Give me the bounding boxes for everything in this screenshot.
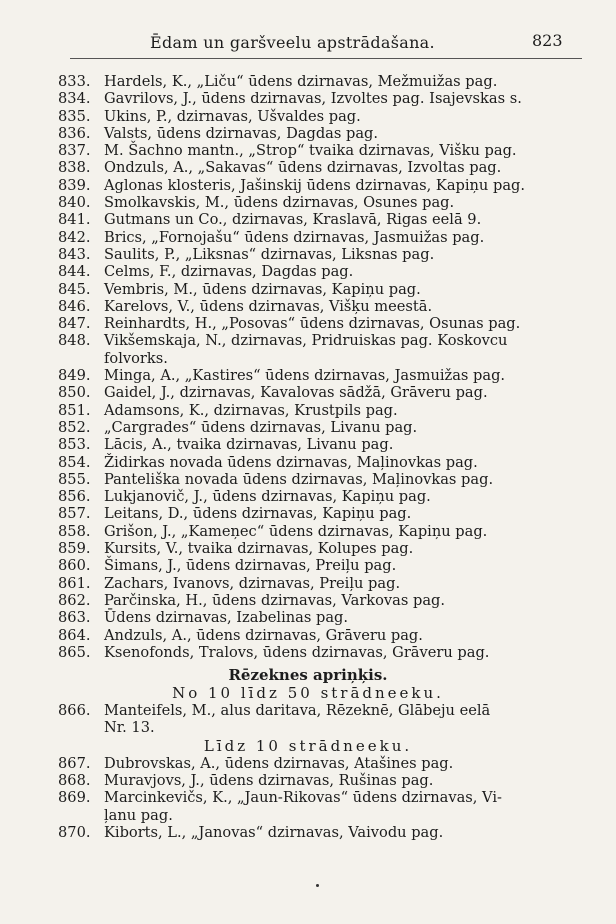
entry-number: 857. [58,505,91,523]
list-item [0,772,616,789]
list-item [0,125,616,142]
list-item [0,211,616,228]
entry-text: Celms, F., dzirnavas, Dagdas pag. [104,263,354,281]
entry-text: Marcinkevičs, K., „Jaun-Rikovas“ ūdens dzirnavas, Vi- [104,789,502,807]
entry-number: 866. [58,702,91,720]
list-item [0,90,616,107]
entry-number: 851. [58,401,91,419]
entry-text: Lukjanovič, J., ūdens dzirnavas, Kapiņu pag. [104,488,431,506]
entry-text: Vikšemskaja, N., dzirnavas, Pridruiskas pag. Koskovcu [104,332,508,350]
entry-number: 842. [58,228,91,246]
entry-number: 867. [58,754,91,772]
entry-text: Židirkas novada ūdens dzirnavas, Maļinovkas pag. [104,453,478,471]
entry-text: Ksenofonds, Tralovs, ūdens dzirnavas, Grāveru pag. [104,643,490,661]
entry-text: Ukins, P., dzirnavas, Ušvaldes pag. [104,107,361,125]
entry-text: Leitans, D., ūdens dzirnavas, Kapiņu pag. [104,505,412,523]
entry-text: „Cargrades“ ūdens dzirnavas, Livanu pag. [104,418,418,436]
entry-number: 840. [58,194,91,212]
list-item [0,471,616,488]
list-item [0,702,616,719]
entry-list [0,73,616,841]
entry-number: 868. [58,771,91,789]
list-item [0,350,616,367]
entry-text: Ūdens dzirnavas, Izabelinas pag. [104,609,349,627]
entry-text: Gaidel, J., dzirnavas, Kavalovas sādžā, Grāveru pag. [104,384,488,402]
entry-number: 839. [58,176,91,194]
entry-text: Brics, „Fornojašu“ ūdens dzirnavas, Jasmuižas pag. [104,228,485,246]
entry-number: 862. [58,591,91,609]
entry-text: M. Šachno mantn., „Strop“ tvaika dzirnavas, Višku pag. [104,142,517,160]
entries-block-b [0,702,616,737]
entry-number: 870. [58,823,91,841]
page-number: 823 [532,31,563,50]
list-item [0,523,616,540]
entry-number: 845. [58,280,91,298]
entry-text: Hardels, K., „Liču“ ūdens dzirnavas, Mežmuižas pag. [104,73,498,90]
list-item [0,824,616,841]
list-item [0,755,616,772]
entry-text: Muravjovs, J., ūdens dzirnavas, Rušinas pag. [104,771,434,789]
entries-block-c [0,755,616,841]
entry-text: Manteifels, M., alus daritava, Rēzeknē, Glābeju eelā [104,702,491,720]
running-title: Ēdam un garšveelu apstrādašana. [150,33,435,52]
entry-number: 860. [58,557,91,575]
list-item [0,194,616,211]
list-item [0,298,616,315]
list-item [0,246,616,263]
entry-text: Karelovs, V., ūdens dzirnavas, Višķu meestā. [104,297,433,315]
entry-text: Šimans, J., ūdens dzirnavas, Preiļu pag. [104,557,397,575]
entry-text: Nr. 13. [104,719,155,737]
entry-text: Vembris, M., ūdens dzirnavas, Kapiņu pag. [104,280,421,298]
list-item [0,419,616,436]
entry-text: Lācis, A., tvaika dzirnavas, Livanu pag. [104,436,394,454]
entry-number: 865. [58,643,91,661]
list-item [0,436,616,453]
entry-text: Grišon, J., „Kameņec“ ūdens dzirnavas, Kapiņu pag. [104,522,488,540]
entry-number: 858. [58,522,91,540]
entry-text: folvorks. [104,349,168,367]
entry-text: Andzuls, A., ūdens dzirnavas, Grāveru pag. [104,626,423,644]
list-item [0,159,616,176]
section-heading: Rēzeknes apriņķis. [228,666,388,685]
list-item [0,332,616,349]
entry-number: 835. [58,107,91,125]
entry-text: Saulits, P., „Liksnas“ dzirnavas, Liksnas pag. [104,245,435,263]
entry-number: 869. [58,789,91,807]
list-item [0,807,616,824]
entry-number: 859. [58,540,91,558]
list-item [0,505,616,522]
list-item [0,454,616,471]
list-item [0,488,616,505]
entry-text: Minga, A., „Kastires“ ūdens dzirnavas, Jasmuižas pag. [104,367,506,385]
list-item [0,644,616,661]
entry-text: Kursits, V., tvaika dzirnavas, Kolupes pag. [104,540,414,558]
entry-number: 846. [58,297,91,315]
subheading-under-10: Līdz 10 strādneeku. [203,736,413,755]
list-item [0,229,616,246]
list-item [0,177,616,194]
entry-number: 847. [58,315,91,333]
entry-text: Dubrovskas, A., ūdens dzirnavas, Atašines pag. [104,754,454,772]
entry-number: 853. [58,436,91,454]
entry-text: Adamsons, K., dzirnavas, Krustpils pag. [104,401,398,419]
entry-text: Reinhardts, H., „Posovas“ ūdens dzirnavas, Osunas pag. [104,315,521,333]
entry-number: 841. [58,211,91,229]
entry-number: 849. [58,367,91,385]
entry-text: Ondzuls, A., „Sakavas“ ūdens dzirnavas, Izvoltas pag. [104,159,502,177]
entry-number: 861. [58,574,91,592]
list-item [0,402,616,419]
list-item [0,557,616,574]
list-item [0,384,616,401]
entry-text: ļanu pag. [104,806,173,824]
page-header [0,33,616,57]
entry-number: 834. [58,90,91,108]
entry-text: Kiborts, L., „Janovas“ dzirnavas, Vaivodu pag. [104,823,444,841]
list-item [0,789,616,806]
entry-text: Gutmans un Co., dzirnavas, Kraslavā, Rigas eelā 9. [104,211,482,229]
entry-text: Gavrilovs, J., ūdens dzirnavas, Izvoltes pag. Isajevskas s. [104,90,522,108]
entry-number: 836. [58,124,91,142]
entry-number: 844. [58,263,91,281]
entry-number: 855. [58,470,91,488]
entry-number: 837. [58,142,91,160]
list-item [0,609,616,626]
entry-text: Panteliška novada ūdens dzirnavas, Maļinovkas pag. [104,470,494,488]
header-rule [70,58,582,59]
entry-number: 856. [58,488,91,506]
entry-text: Parčinska, H., ūdens dzirnavas, Varkovas pag. [104,591,446,609]
entry-number: 838. [58,159,91,177]
subheading-10-50: No 10 līdz 50 strādneeku. [172,684,444,703]
list-item [0,263,616,280]
entries-block-a [0,73,616,661]
list-item [0,281,616,298]
entry-number: 850. [58,384,91,402]
list-item [0,315,616,332]
entry-number: 863. [58,609,91,627]
list-item [0,627,616,644]
entry-number: 843. [58,245,91,263]
entry-number: 852. [58,418,91,436]
list-item [0,719,616,736]
entry-text: Valsts, ūdens dzirnavas, Dagdas pag. [104,124,379,142]
list-item [0,575,616,592]
entry-text: Zachars, Ivanovs, dzirnavas, Preiļu pag. [104,574,401,592]
entry-number: 854. [58,453,91,471]
list-item [0,108,616,125]
list-item [0,142,616,159]
entry-number: 833. [58,73,91,90]
entry-number: 864. [58,626,91,644]
list-item [0,540,616,557]
list-item [0,592,616,609]
entry-number: 848. [58,332,91,350]
list-item [0,73,616,90]
footer-dot [316,884,319,887]
entry-text: Smolkavskis, M., ūdens dzirnavas, Osunes pag. [104,194,455,212]
entry-text: Aglonas klosteris, Jašinskij ūdens dzirnavas, Kapiņu pag. [104,176,525,194]
list-item [0,367,616,384]
